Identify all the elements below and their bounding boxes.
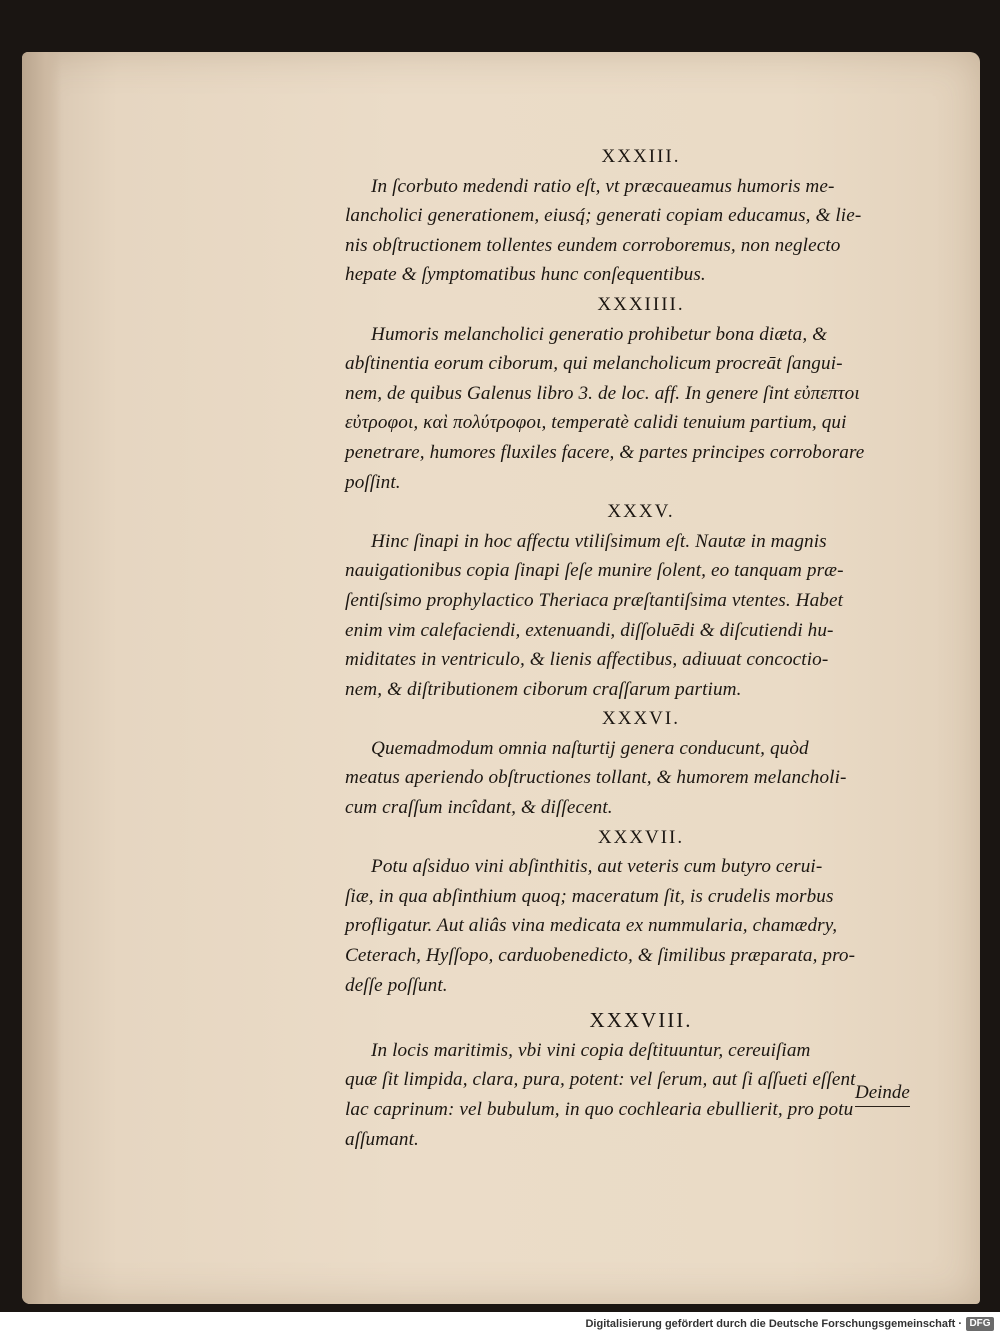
section-34 xyxy=(345,290,937,497)
section-paragraph xyxy=(345,1036,937,1154)
section-38 xyxy=(345,1006,937,1154)
section-heading: XXXVI. xyxy=(602,708,680,730)
text-line: poſſint. xyxy=(345,471,401,493)
section-36 xyxy=(345,704,937,822)
footer-credit: Digitalisierung gefördert durch die Deutsche Forschungsgemeinschaft · xyxy=(585,1318,962,1330)
catchword: Deinde xyxy=(855,1082,910,1107)
section-paragraph xyxy=(345,172,937,290)
text-line: hepate & ſymptomatibus hunc conſequentibus. xyxy=(345,264,706,286)
page-text xyxy=(345,142,937,1154)
section-paragraph xyxy=(345,527,937,705)
section-paragraph xyxy=(345,734,937,823)
section-37 xyxy=(345,823,937,1001)
text-line: nis obſtructionem tollentes eundem corroboremus, non neglecto xyxy=(345,234,841,256)
text-line: penetrare, humores fluxiles facere, & partes principes corroborare xyxy=(345,441,865,463)
section-heading: XXXV. xyxy=(607,501,675,523)
text-line: miditates in ventriculo, & lienis affectibus, adiuuat concoctio- xyxy=(345,649,829,671)
text-line: cum craſſum incîdant, & diſſecent. xyxy=(345,797,613,819)
text-line: Hinc ſinapi in hoc affectu vtiliſsimum eſt. Nautæ in magnis xyxy=(371,530,827,552)
text-line: Humoris melancholici generatio prohibetur bona diæta, & xyxy=(371,323,828,345)
text-line: aſſumant. xyxy=(345,1128,419,1150)
section-paragraph xyxy=(345,320,937,498)
section-heading: XXXVIII. xyxy=(589,1008,693,1033)
dfg-logo: DFG xyxy=(966,1317,994,1331)
text-line: profligatur. Aut aliâs vina medicata ex nummularia, chamædry, xyxy=(345,915,838,937)
text-line: enim vim calefaciendi, extenuandi, diſſoluēdi & diſcutiendi hu- xyxy=(345,619,834,641)
section-heading: XXXVII. xyxy=(597,826,685,848)
text-line: lancholici generationem, eiusq́; generati copiam educamus, & lie- xyxy=(345,205,862,227)
text-line: Potu aſsiduo vini abſinthitis, aut veteris cum butyro cerui- xyxy=(371,856,823,878)
text-line: Quemadmodum omnia naſturtij genera conducunt, quòd xyxy=(371,737,809,759)
text-line: lac caprinum: vel bubulum, in quo cochlearia ebullierit, pro potu xyxy=(345,1099,854,1120)
section-35 xyxy=(345,497,937,704)
text-line: nauigationibus copia ſinapi ſeſe munire ſolent, eo tanquam præ- xyxy=(345,560,844,582)
section-33 xyxy=(345,142,937,290)
text-line: quæ ſit limpida, clara, pura, potent: vel ſerum, aut ſi aſſueti eſſent xyxy=(345,1069,856,1091)
text-line: nem, & diſtributionem ciborum craſſarum partium. xyxy=(345,678,742,700)
text-line: deſſe poſſunt. xyxy=(345,974,448,996)
text-line: εὐτροφοι, καὶ πολύτροφοι, temperatè calidi tenuium partium, qui xyxy=(345,412,847,434)
section-paragraph xyxy=(345,852,937,1000)
text-line: abſtinentia eorum ciborum, qui melancholicum procreāt ſangui- xyxy=(345,353,843,375)
text-line: ſiæ, in qua abſinthium quoq; maceratum ſit, is crudelis morbus xyxy=(345,885,834,907)
text-line: In ſcorbuto medendi ratio eſt, vt præcaueamus humoris me- xyxy=(371,175,835,197)
text-line: Ceterach, Hyſſopo, carduobenedicto, & ſimilibus præparata, pro- xyxy=(345,945,856,967)
text-line: nem, de quibus Galenus libro 3. de loc. aff. In genere ſint εὐπεπτοι xyxy=(345,382,860,404)
section-heading: XXXIIII. xyxy=(597,293,685,315)
section-heading: XXXIII. xyxy=(601,146,681,167)
text-line: meatus aperiendo obſtructiones tollant, & humorem melancholi- xyxy=(345,767,847,789)
text-line: ſentiſsimo prophylactico Theriaca præſtantiſsima vtentes. Habet xyxy=(345,589,844,611)
text-line: In locis maritimis, vbi vini copia deſtituuntur, cereuiſiam xyxy=(371,1039,811,1061)
page-edge xyxy=(22,52,62,1304)
